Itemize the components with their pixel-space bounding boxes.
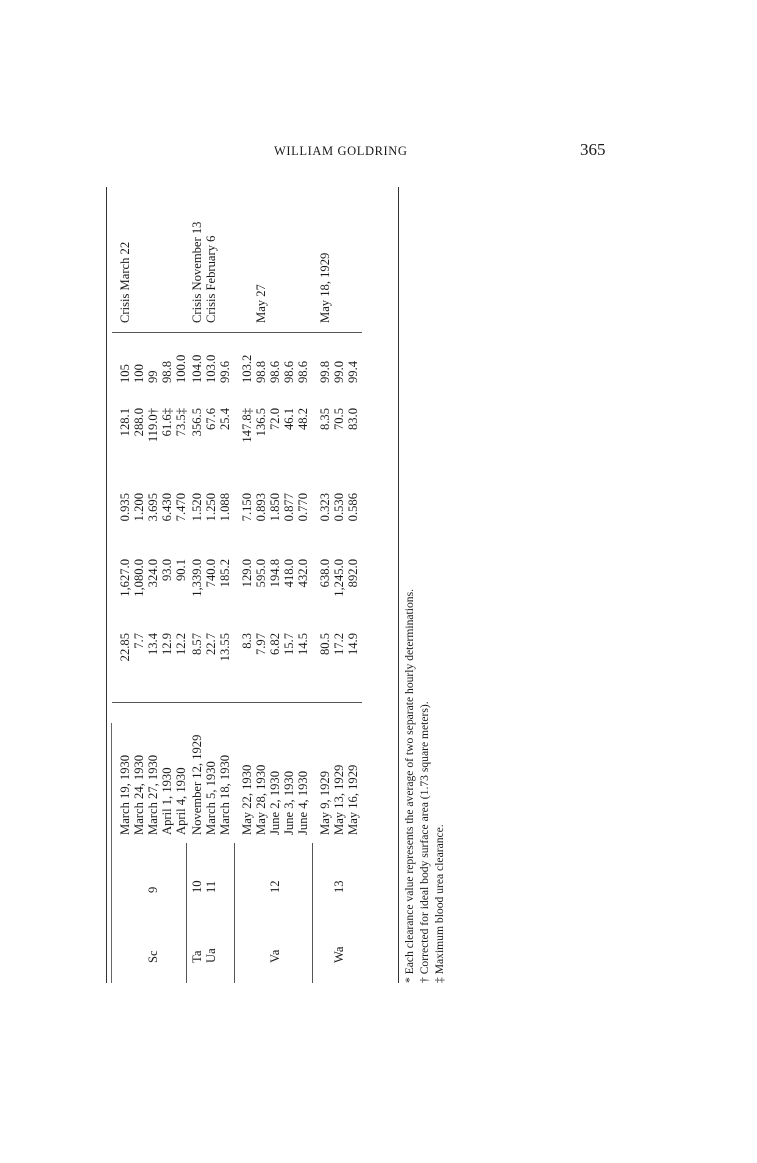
value-cell: 98.6 (296, 360, 310, 383)
value-cell: 0.877 (282, 493, 296, 522)
value-cell: 129.0 (240, 559, 254, 588)
value-cell: 1.200 (132, 493, 146, 522)
value-cell: 14.5 (296, 633, 310, 656)
value-cell: 46.1 (282, 408, 296, 431)
value-cell: 100.0 (174, 354, 188, 383)
value-cell: 103.2 (240, 354, 254, 383)
value-cell: 98.6 (268, 360, 282, 383)
date-cell: May 28, 1930 (254, 764, 268, 835)
value-cell: 73.5‡ (174, 408, 188, 437)
value-cell: 7.470 (174, 493, 188, 522)
running-head-author: WILLIAM GOLDRING (274, 144, 408, 158)
value-cell: 103.0 (204, 354, 218, 383)
date-cell: April 1, 1930 (160, 767, 174, 835)
value-cell: 83.0 (346, 408, 360, 431)
value-cell: 3.695 (146, 493, 160, 522)
value-cell: 13.4 (146, 633, 160, 656)
date-cell: November 12, 1929 (190, 734, 204, 835)
value-cell: 22.7 (204, 633, 218, 656)
value-cell: 12.9 (160, 633, 174, 656)
date-cell: May 9, 1929 (318, 770, 332, 835)
value-cell: 105 (118, 364, 132, 383)
value-cell: 14.9 (346, 633, 360, 656)
column-rule (112, 332, 362, 333)
subject-cell: Ua (204, 948, 218, 963)
value-cell: 1.520 (190, 493, 204, 522)
date-cell: March 5, 1930 (204, 761, 218, 835)
value-cell: 892.0 (346, 559, 360, 588)
value-cell: 100 (132, 364, 146, 383)
date-cell: March 27, 1930 (146, 754, 160, 835)
value-cell: 6.82 (268, 633, 282, 656)
value-cell: 7.7 (132, 633, 146, 649)
value-cell: 99.8 (318, 360, 332, 383)
date-cell: May 13, 1929 (332, 764, 346, 835)
value-cell: 15.7 (282, 633, 296, 656)
value-cell: 185.2 (218, 559, 232, 588)
column-rule (112, 702, 362, 703)
value-cell: 17.2 (332, 633, 346, 656)
page-number: 365 (580, 140, 606, 159)
footnote: * Each clearance value represents the average of two separate hourly determinations. (403, 588, 416, 983)
value-cell: 72.0 (268, 408, 282, 431)
footnotes (402, 187, 462, 983)
date-cell: March 19, 1930 (118, 754, 132, 835)
value-cell: 6.430 (160, 493, 174, 522)
group-rule (312, 843, 313, 983)
value-cell: 70.5 (332, 408, 346, 431)
value-cell: 432.0 (296, 559, 310, 588)
value-cell: 8.57 (190, 633, 204, 656)
value-cell: 99.0 (332, 360, 346, 383)
table-row (106, 187, 400, 983)
subject-cell: Sc (146, 950, 160, 963)
group-rule (234, 843, 235, 983)
value-cell: 1,627.0 (118, 559, 132, 597)
value-cell: 98.8 (254, 360, 268, 383)
value-cell: 25.4 (218, 408, 232, 431)
value-cell: 324.0 (146, 559, 160, 588)
value-cell: 0.586 (346, 493, 360, 522)
value-cell: 12.2 (174, 633, 188, 656)
remark-cell: May 18, 1929 (318, 252, 332, 323)
value-cell: 0.935 (118, 493, 132, 522)
running-head (0, 140, 757, 164)
value-cell: 418.0 (282, 559, 296, 588)
remark-cell: Crisis March 22 (118, 241, 132, 323)
value-cell: 7.150 (240, 493, 254, 522)
date-cell: June 4, 1930 (296, 770, 310, 835)
date-cell: March 24, 1930 (132, 754, 146, 835)
value-cell: 98.8 (160, 360, 174, 383)
value-cell: 0.893 (254, 493, 268, 522)
remark-cell: May 27 (254, 284, 268, 323)
subject-cell: Ta (190, 950, 204, 963)
value-cell: 22.85 (118, 633, 132, 662)
date-cell: May 22, 1930 (240, 764, 254, 835)
value-cell: 99 (146, 370, 160, 383)
date-cell: June 2, 1930 (268, 770, 282, 835)
value-cell: 147.8‡ (240, 408, 254, 443)
value-cell: 1.850 (268, 493, 282, 522)
value-cell: 67.6 (204, 408, 218, 431)
value-cell: 61.6‡ (160, 408, 174, 437)
data-table (106, 187, 400, 983)
value-cell: 595.0 (254, 559, 268, 588)
value-cell: 1,339.0 (190, 559, 204, 597)
value-cell: 104.0 (190, 354, 204, 383)
value-cell: 1,245.0 (332, 559, 346, 597)
date-cell: June 3, 1930 (282, 770, 296, 835)
value-cell: 136.5 (254, 408, 268, 437)
value-cell: 80.5 (318, 633, 332, 656)
value-cell: 98.6 (282, 360, 296, 383)
value-cell: 1.250 (204, 493, 218, 522)
footnote: ‡ Maximum blood urea clearance. (433, 824, 446, 983)
case-number-cell: 9 (146, 886, 160, 893)
remark-cell: Crisis February 6 (204, 235, 218, 323)
case-number-cell: 10 (190, 880, 204, 893)
value-cell: 0.323 (318, 493, 332, 522)
value-cell: 8.3 (240, 633, 254, 649)
value-cell: 356.5 (190, 408, 204, 437)
date-cell: May 16, 1929 (346, 764, 360, 835)
value-cell: 128.1 (118, 408, 132, 437)
value-cell: 8.35 (318, 408, 332, 431)
value-cell: 740.0 (204, 559, 218, 588)
value-cell: 48.2 (296, 408, 310, 431)
case-number-cell: 12 (268, 880, 282, 893)
subject-cell: Va (268, 949, 282, 963)
date-cell: March 18, 1930 (218, 754, 232, 835)
group-rule (186, 843, 187, 983)
value-cell: 93.0 (160, 559, 174, 582)
remark-cell: Crisis November 13 (190, 221, 204, 323)
footnote: † Corrected for ideal body surface area (1.73 square meters). (418, 701, 431, 983)
value-cell: 0.530 (332, 493, 346, 522)
value-cell: 13.55 (218, 633, 232, 662)
value-cell: 1,080.0 (132, 559, 146, 597)
value-cell: 638.0 (318, 559, 332, 588)
value-cell: 288.0 (132, 408, 146, 437)
subject-cell: Wa (332, 946, 346, 963)
date-cell: April 4, 1930 (174, 767, 188, 835)
value-cell: 194.8 (268, 559, 282, 588)
value-cell: 90.1 (174, 559, 188, 582)
case-number-cell: 11 (204, 880, 218, 893)
value-cell: 7.97 (254, 633, 268, 656)
value-cell: 0.770 (296, 493, 310, 522)
value-cell: 99.4 (346, 360, 360, 383)
case-number-cell: 13 (332, 880, 346, 893)
value-cell: 119.0† (146, 408, 160, 443)
value-cell: 1.088 (218, 493, 232, 522)
value-cell: 99.6 (218, 360, 232, 383)
